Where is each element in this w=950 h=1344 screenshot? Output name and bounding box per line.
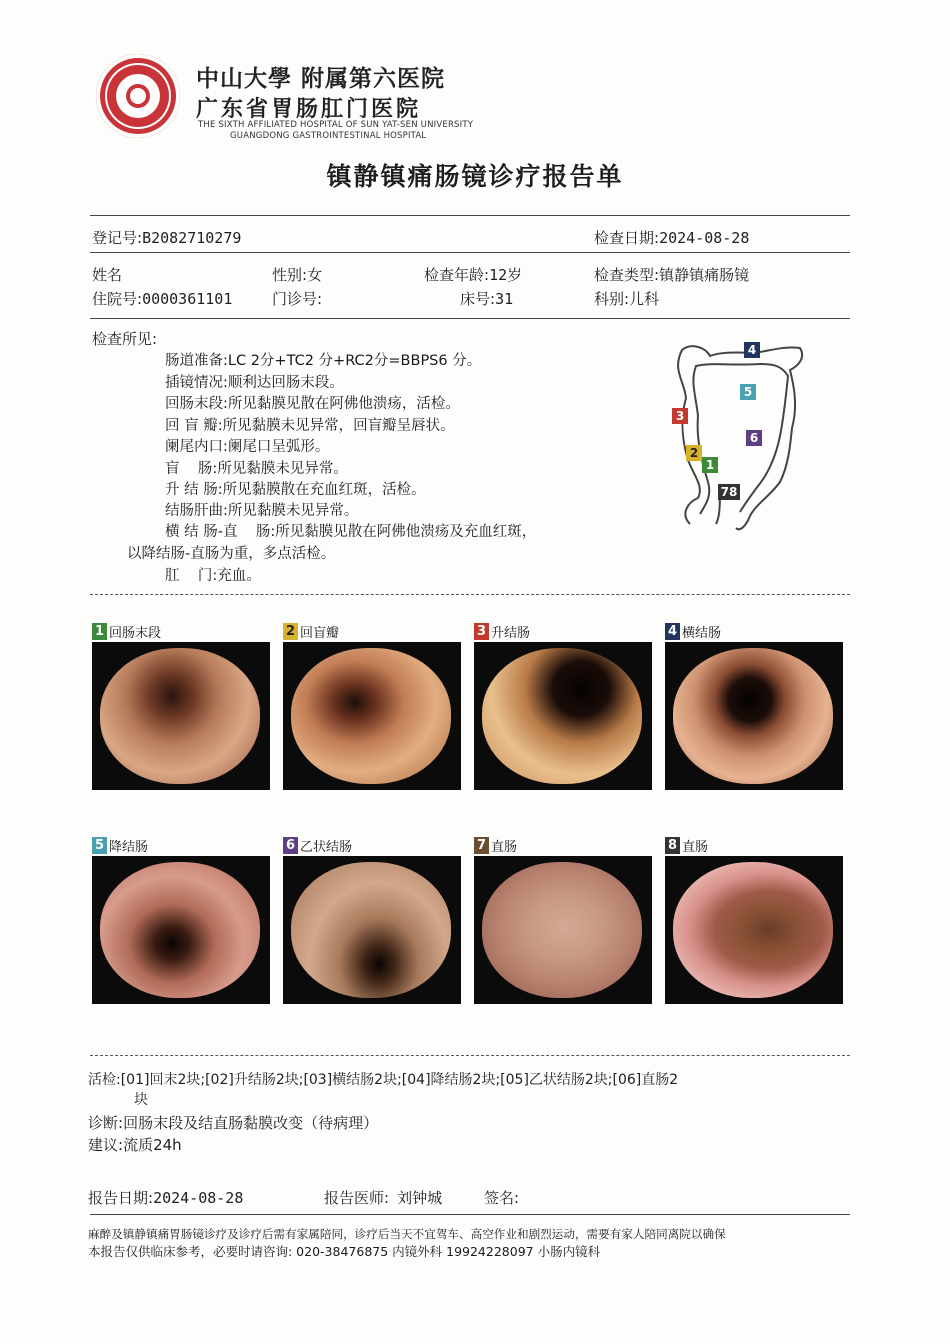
dashed-divider	[90, 594, 850, 595]
image-caption	[665, 622, 721, 640]
diagram-marker-5: 5	[740, 384, 756, 400]
diagram-marker-1: 1	[702, 457, 718, 473]
department-field: 科别:儿科	[594, 290, 660, 308]
exam-date: 检查日期:2024-08-28	[594, 229, 750, 247]
colon-lumen-image	[482, 862, 642, 998]
image-label: 直肠	[682, 839, 709, 855]
divider	[90, 1214, 850, 1215]
image-caption	[283, 836, 352, 854]
footer-warning: 麻醉及镇静镇痛胃肠镜诊疗及诊疗后需有家属陪同，诊疗后当天不宜驾车、高空作业和剧烈运动，需要有家人陪同离院以确保	[88, 1227, 726, 1241]
colon-diagram	[660, 336, 810, 536]
finding-line: 升 结 肠:所见黏膜散在充血红斑，活检。	[165, 482, 426, 498]
exam-type-field: 检查类型:镇静镇痛肠镜	[594, 266, 750, 284]
finding-line: 横 结 肠-直 肠:所见黏膜见散在阿佛他溃疡及充血红斑，	[165, 524, 537, 540]
colon-outline-icon	[660, 336, 810, 536]
endoscopy-photo	[665, 856, 843, 1004]
finding-line: 阑尾内口:阑尾口呈弧形。	[165, 439, 330, 455]
image-caption	[92, 836, 148, 854]
sex-field: 性别:女	[272, 266, 323, 284]
outpatient-number: 门诊号:	[272, 290, 323, 308]
image-number-badge: 3	[474, 623, 489, 640]
divider	[90, 252, 850, 253]
colon-lumen-image	[291, 648, 451, 784]
image-label: 直肠	[491, 839, 518, 855]
colon-lumen-image	[482, 648, 642, 784]
image-caption	[474, 622, 530, 640]
diagram-marker-4: 4	[744, 342, 760, 358]
image-number-badge: 1	[92, 623, 107, 640]
image-label: 回盲瓣	[300, 625, 340, 641]
image-number-badge: 2	[283, 623, 298, 640]
divider	[90, 318, 850, 319]
endoscopy-photo	[92, 642, 270, 790]
image-number-badge: 4	[665, 623, 680, 640]
colon-lumen-image	[673, 862, 833, 998]
image-label: 降结肠	[109, 839, 149, 855]
report-title: 镇静镇痛肠镜诊疗报告单	[326, 162, 624, 191]
image-number-badge: 6	[283, 837, 298, 854]
name-label: 姓名	[92, 266, 123, 284]
divider	[90, 215, 850, 216]
hospital-name-cn-1: 中山大學 附属第六医院	[196, 66, 446, 92]
diagram-marker-6: 6	[746, 430, 762, 446]
footer-contact: 本报告仅供临床参考，必要时请咨询: 020-38476875 内镜外科 19924228097 小肠内镜科	[88, 1244, 601, 1259]
diagram-marker-3: 3	[672, 408, 688, 424]
advice-line: 建议:流质24h	[88, 1136, 182, 1154]
findings-heading: 检查所见:	[92, 330, 158, 348]
finding-line: 回 盲 瓣:所见黏膜未见异常，回盲瓣呈唇状。	[165, 418, 455, 434]
finding-line: 回肠末段:所见黏膜见散在阿佛他溃疡，活检。	[165, 396, 460, 412]
finding-continuation: 以降结肠-直肠为重，多点活检。	[127, 546, 336, 562]
endoscopy-photo	[283, 642, 461, 790]
report-date: 报告日期:2024-08-28	[88, 1189, 244, 1207]
image-number-badge: 7	[474, 837, 489, 854]
colon-lumen-image	[100, 648, 260, 784]
image-label: 乙状结肠	[300, 839, 353, 855]
finding-line: 肠道准备:LC 2分+TC2 分+RC2分=BBPS6 分。	[165, 353, 482, 369]
endoscopy-photo	[665, 642, 843, 790]
colon-lumen-image	[291, 862, 451, 998]
finding-line: 结肠肝曲:所见黏膜未见异常。	[165, 503, 359, 519]
endoscopy-photo	[474, 856, 652, 1004]
age-field: 检查年龄:12岁	[424, 266, 523, 284]
biopsy-continuation: 块	[134, 1092, 148, 1108]
finding-anus: 肛 门:充血。	[165, 568, 261, 584]
image-caption	[283, 622, 339, 640]
endoscopy-photo	[92, 856, 270, 1004]
report-doctor: 报告医师: 刘钟城	[324, 1189, 443, 1207]
finding-line: 插镜情况:顺利达回肠末段。	[165, 375, 344, 391]
signature-label: 签名:	[484, 1189, 520, 1207]
image-caption	[474, 836, 517, 854]
reg-number: 登记号:B2082710279	[92, 229, 242, 247]
image-label: 升结肠	[491, 625, 531, 641]
image-number-badge: 8	[665, 837, 680, 854]
finding-line: 盲 肠:所见黏膜未见异常。	[165, 461, 348, 477]
hospital-logo-icon	[96, 54, 180, 138]
hospital-name-en-2: GUANGDONG GASTROINTESTINAL HOSPITAL	[230, 131, 427, 141]
colon-lumen-image	[673, 648, 833, 784]
biopsy-line: 活检:[01]回末2块;[02]升结肠2块;[03]横结肠2块;[04]降结肠2块;[05]乙状结肠2块;[06]直肠2	[88, 1072, 679, 1088]
image-number-badge: 5	[92, 837, 107, 854]
image-label: 回肠末段	[109, 625, 162, 641]
hospital-name-cn-2: 广东省胃肠肛门医院	[196, 97, 422, 122]
endoscopy-photo	[283, 856, 461, 1004]
image-label: 横结肠	[682, 625, 722, 641]
dashed-divider	[90, 1055, 850, 1056]
image-caption	[92, 622, 161, 640]
diagram-marker-2: 2	[686, 445, 702, 461]
colon-lumen-image	[100, 862, 260, 998]
diagram-marker-78: 78	[718, 484, 740, 500]
inpatient-number: 住院号:0000361101	[92, 290, 233, 308]
diagnosis-line: 诊断:回肠末段及结直肠黏膜改变（待病理）	[88, 1114, 379, 1132]
endoscopy-photo	[474, 642, 652, 790]
hospital-name-en-1: THE SIXTH AFFILIATED HOSPITAL OF SUN YAT-SEN UNIVERSITY	[198, 120, 474, 130]
bed-number: 床号:31	[460, 290, 514, 308]
image-caption	[665, 836, 708, 854]
